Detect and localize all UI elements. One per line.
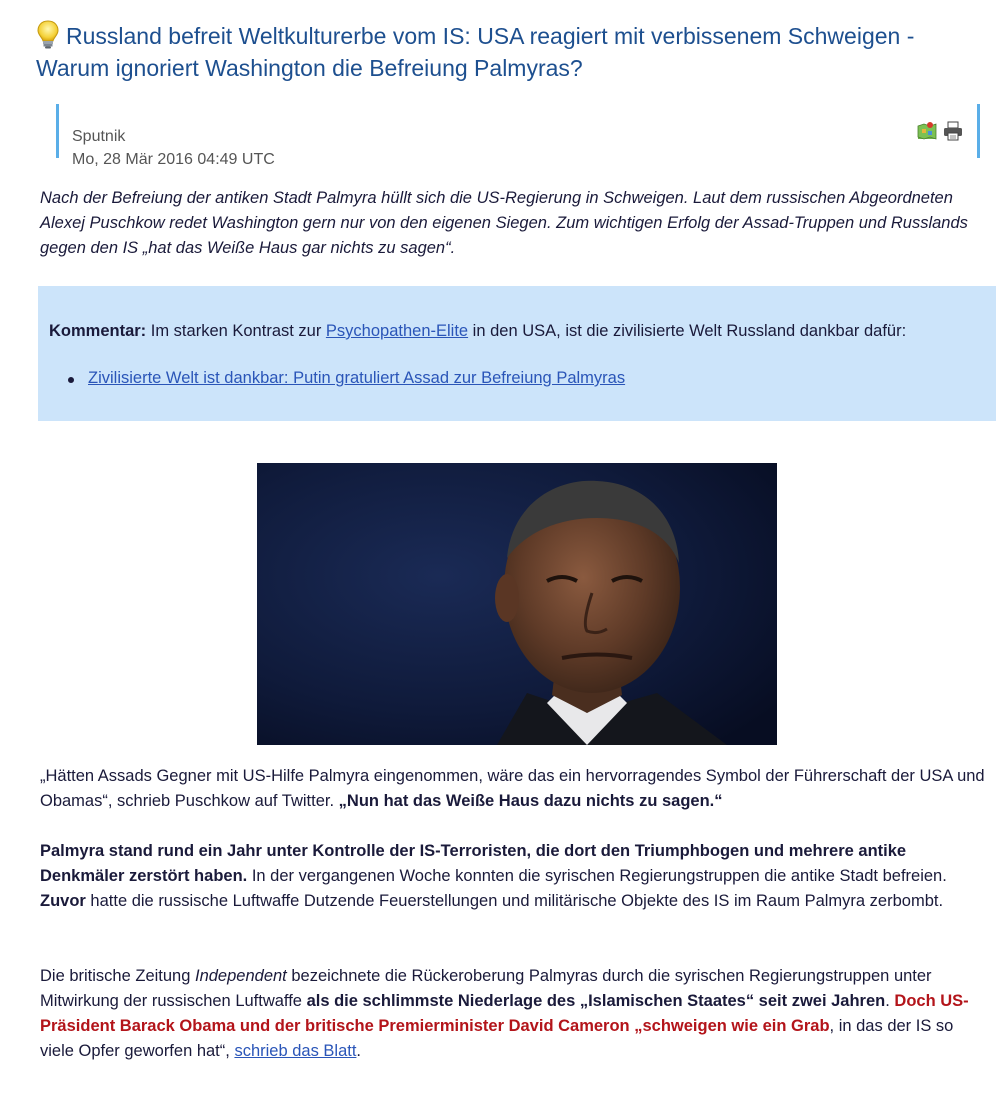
paragraph-palmyra [40, 839, 990, 914]
paragraph-text: , in das der IS so viele Opfer geworfen hat“, [40, 1017, 954, 1060]
article-date: Mo, 28 Mär 2016 04:49 UTC [72, 151, 275, 168]
comment-box [38, 286, 996, 421]
paragraph-highlight: Doch US-Präsident Barack Obama und der britische Premierminister David Cameron „schweigen wie ein Grab [40, 992, 969, 1035]
article-photo [257, 463, 777, 745]
paragraph-text: bezeichnete die Rückeroberung Palmyras durch die syrischen Regierungstruppen unter Mitwirkung der russischen Luftwaffe [40, 967, 932, 1010]
paragraph-text: . [885, 992, 895, 1010]
paragraph-text: Die britische Zeitung [40, 967, 195, 985]
paragraph-bold: Zuvor [40, 892, 86, 910]
comment-list [68, 369, 625, 388]
paragraph-text: „Hätten Assads Gegner mit US-Hilfe Palmyra eingenommen, wäre das ein hervorragendes Symbol der Führerschaft der USA und Obamas“, schrieb Puschkow auf Twitter. [40, 767, 985, 810]
article-lead: Nach der Befreiung der antiken Stadt Palmyra hüllt sich die US-Regierung in Schweigen. Laut dem russischen Abgeordneten Alexej Puschkow redet Washington gern nur von den eigenen Siegen. Zum wichtigen Erfolg der Assad-Truppen und Russlands gegen den IS „hat das Weiße Haus gar nichts zu sagen“. [40, 189, 968, 257]
comment-text-before: Im starken Kontrast zur [146, 322, 326, 340]
paragraph-bold: „Nun hat das Weiße Haus dazu nichts zu sagen.“ [338, 792, 723, 810]
psychopathen-elite-link[interactable]: Psychopathen-Elite [325, 322, 469, 340]
comment-label: Kommentar: [49, 322, 147, 340]
article-actions [917, 121, 963, 141]
paragraph-text: In der vergangenen Woche konnten die syrischen Regierungstruppen die antike Stadt befreien. [247, 867, 947, 885]
article-title-text: Russland befreit Weltkulturerbe vom IS: USA reagiert mit verbissenem Schweigen - Warum ignoriert Washington die Befreiung Palmyras? [36, 23, 915, 81]
article-title[interactable] [36, 20, 986, 84]
lightbulb-icon [36, 20, 60, 50]
article-meta [56, 104, 980, 168]
paragraph-text: hatte die russische Luftwaffe Dutzende Feuerstellungen und militärische Objekte des IS im Raum Palmyra zerbombt. [85, 892, 944, 910]
paragraph-bold: Palmyra stand rund ein Jahr unter Kontrolle der IS-Terroristen, die dort den Triumphbogen und mehrere antike Denkmäler zerstört haben. [40, 842, 907, 885]
article-source: Sputnik [72, 128, 126, 145]
paragraph-italic: Independent [195, 967, 287, 985]
paragraph-text: . [356, 1042, 362, 1060]
map-icon[interactable] [917, 121, 937, 141]
print-icon[interactable] [943, 121, 963, 141]
paragraph-bold: als die schlimmste Niederlage des „Islamischen Staates“ seit zwei Jahren [306, 992, 886, 1010]
comment-text-after: in den USA, ist die zivilisierte Welt Russland dankbar dafür: [468, 322, 907, 340]
list-item [68, 369, 625, 388]
article-header [36, 20, 986, 84]
paragraph-quote [40, 764, 990, 814]
schrieb-das-blatt-link[interactable]: schrieb das Blatt [234, 1042, 357, 1060]
related-article-link[interactable]: Zivilisierte Welt ist dankbar: Putin gratuliert Assad zur Befreiung Palmyras [88, 369, 626, 387]
paragraph-independent [40, 964, 990, 1064]
comment-text [49, 322, 906, 341]
